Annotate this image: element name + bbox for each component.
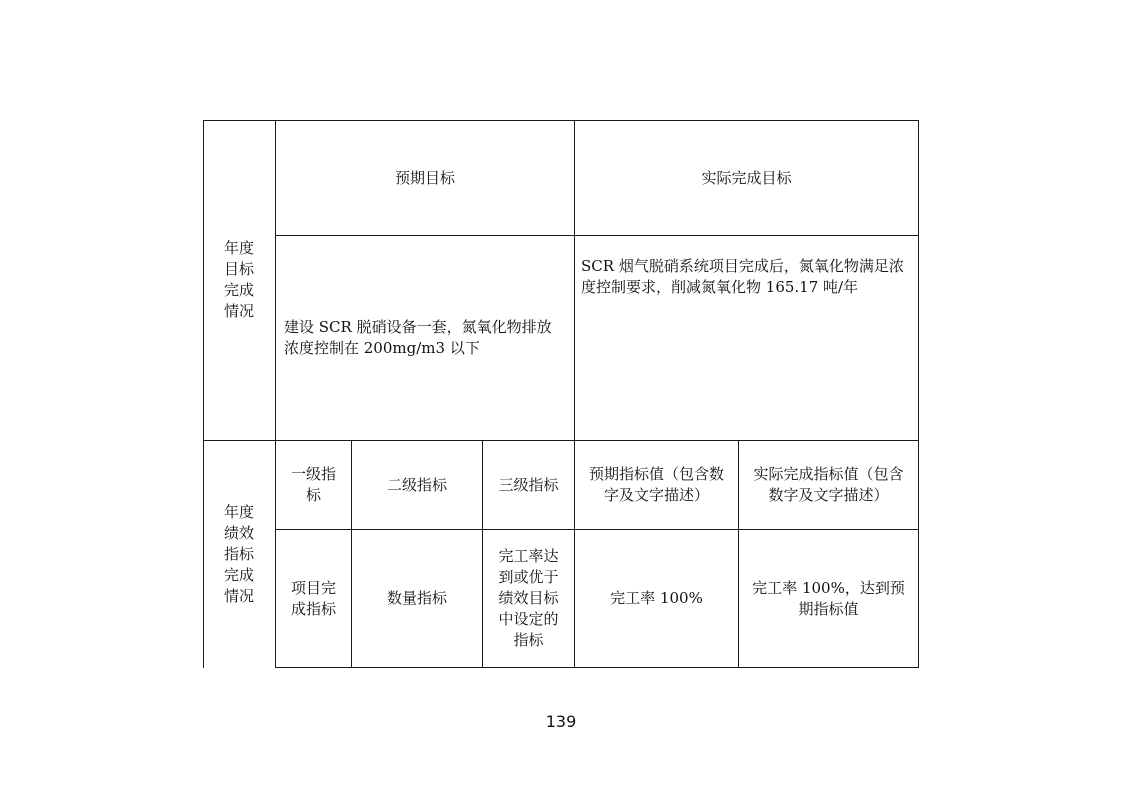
header-actual-value [739, 441, 918, 529]
header-level3 [483, 441, 574, 529]
expected-goal-text [276, 236, 574, 440]
performance-row-label [222, 441, 256, 668]
table-border-right [918, 120, 919, 668]
actual-goal-text [575, 236, 918, 440]
table-border-bottom [275, 667, 919, 668]
row-level3 [483, 530, 574, 667]
row-level2 [352, 530, 482, 667]
header-level1 [276, 441, 351, 529]
header-expected-value [575, 441, 738, 529]
annual-goal-row-label [222, 120, 256, 440]
header-level2-text: 二级指标 [386, 475, 447, 494]
actual-goal-header-text: 实际完成目标 [701, 168, 792, 187]
annual-goal-row-label-text: 年度目标完成情况 [223, 239, 254, 320]
page-number: 139 [545, 712, 577, 731]
row-actual-value-text: 完工率 100%，达到预期指标值 [752, 578, 905, 618]
actual-goal-header [575, 121, 918, 235]
header-expected-value-text: 预期指标值（包含数字及文字描述） [588, 465, 724, 504]
row-level1-text: 项目完成指标 [290, 578, 336, 618]
row-level3-text: 完工率达到或优于绩效目标中设定的指标 [498, 547, 559, 649]
header-level2 [352, 441, 482, 529]
row-level1 [276, 530, 351, 667]
expected-goal-header-text: 预期目标 [394, 168, 455, 187]
expected-goal-text-content: 建设 SCR 脱硝设备一套，氮氧化物排放浓度控制在 200mg/m3 以下 [284, 318, 552, 357]
performance-row-label-text: 年度绩效指标完成情况 [223, 503, 254, 605]
row-expected-value-text: 完工率 100% [610, 589, 703, 607]
actual-goal-text-content: SCR 烟气脱硝系统项目完成后，氮氧化物满足浓度控制要求，削减氮氧化物 165.17 吨/年 [581, 257, 904, 296]
header-actual-value-text: 实际完成指标值（包含数字及文字描述） [753, 465, 904, 504]
row-expected-value [575, 530, 738, 667]
row-actual-value [739, 530, 918, 667]
row-level2-text: 数量指标 [386, 589, 447, 607]
header-level3-text: 三级指标 [498, 475, 559, 494]
expected-goal-header [276, 121, 574, 235]
table-border-left [203, 120, 204, 668]
header-level1-text: 一级指标 [290, 465, 336, 504]
